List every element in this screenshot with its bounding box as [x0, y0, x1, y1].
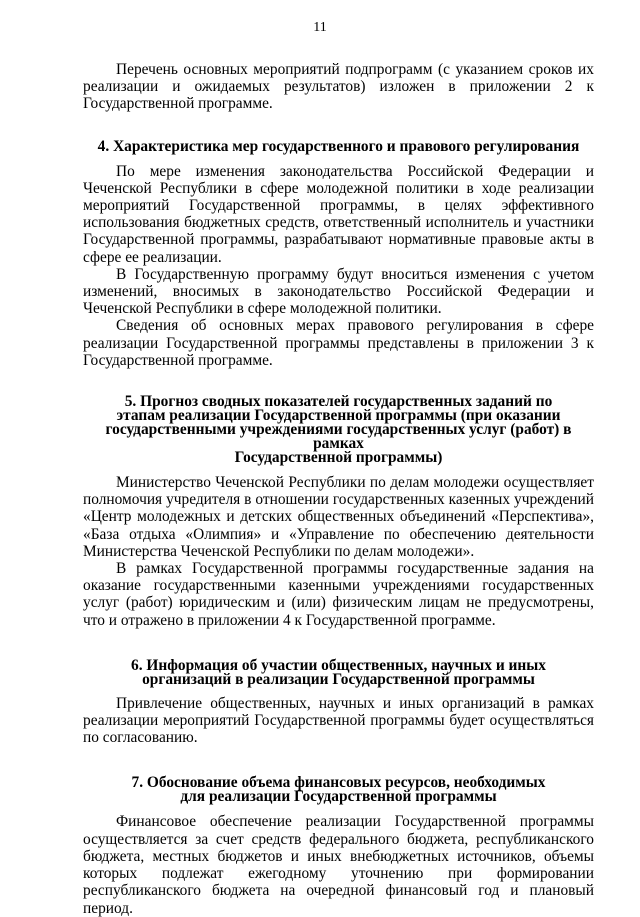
section-4-paragraph-3: Сведения об основных мерах правового регулирования в сфере реализации Государственной программы представлены в приложении 3 к Государственной программе. [83, 317, 594, 369]
section-7-heading [83, 776, 594, 804]
section-6-heading-line-2: организаций в реализации Государственной программы [142, 670, 535, 688]
section-5-paragraph-1: Министерство Чеченской Республики по делам молодежи осуществляет полномочия учредителя в отношении государственных казенных учреждений «Центр молодежных и детских общественных объединений «Перспектива», «База отдыха «Олимпия» и «Управление по обеспечению деятельности Министерства Чеченской Республики по делам молодежи». [83, 474, 594, 560]
section-5-heading-line-3: государственными учреждениями государственных услуг (работ) в рамках [105, 421, 572, 453]
section-4-paragraph-1: По мере изменения законодательства Российской Федерации и Чеченской Республики в сфере молодежной политики в ходе реализации мероприятий Государственной программы, в целях эффективного использования бюджетных средств, ответственный исполнитель и участники Государственной программы, разрабатывают нормативные правовые акты в сфере ее реализации. [83, 162, 594, 266]
section-6-heading-line-1: 6. Информация об участии общественных, научных и иных [131, 656, 546, 674]
section-4-heading: 4. Характеристика мер государственного и правового регулирования [97, 137, 580, 155]
section-5-heading-line-2: этапам реализации Государственной программы (при оказании [116, 407, 561, 425]
intro-paragraph: Перечень основных мероприятий подпрограмм (с указанием сроков их реализации и ожидаемых результатов) изложен в приложении 2 к Государственной программе. [83, 61, 594, 113]
section-6-heading [83, 656, 594, 688]
section-5-heading-line-1: 5. Прогноз сводных показателей государственных заданий по [124, 393, 553, 411]
section-4-paragraph-2: В Государственную программу будут вноситься изменения с учетом изменений, вносимых в законодательство Российской Федерации и Чеченской Республики в сфере молодежной политики. [83, 265, 594, 318]
section-7-heading-line-2: для реализации Государственной программы [180, 788, 497, 806]
section-7-heading-line-1: 7. Обоснование объема финансовых ресурсов, необходимых [131, 774, 546, 792]
section-5-paragraph-2: В рамках Государственной программы государственные задания на оказание государственными казенными учреждениями государственных услуг (работ) юридическим и (или) физическим лицам не предусмотрены, что и отражено в приложении 4 к Государственной программе. [83, 560, 594, 629]
section-5-heading [83, 395, 594, 465]
section-7-paragraph-1: Финансовое обеспечение реализации Государственной программы осуществляется за счет средств федерального бюджета, республиканского бюджета, местных бюджетов и иных внебюджетных источников, объемы которых подлежат ежегодному уточнению при формировании республиканского бюджета на очередной финансовый год и плановый период. [83, 813, 594, 917]
document-body [83, 61, 594, 917]
section-5-heading-line-4: Государственной программы) [234, 449, 443, 467]
page-number: 11 [313, 20, 327, 35]
section-6-paragraph-1: Привлечение общественных, научных и иных организаций в рамках реализации мероприятий Государственной программы будет осуществляться по согласованию. [83, 694, 594, 747]
